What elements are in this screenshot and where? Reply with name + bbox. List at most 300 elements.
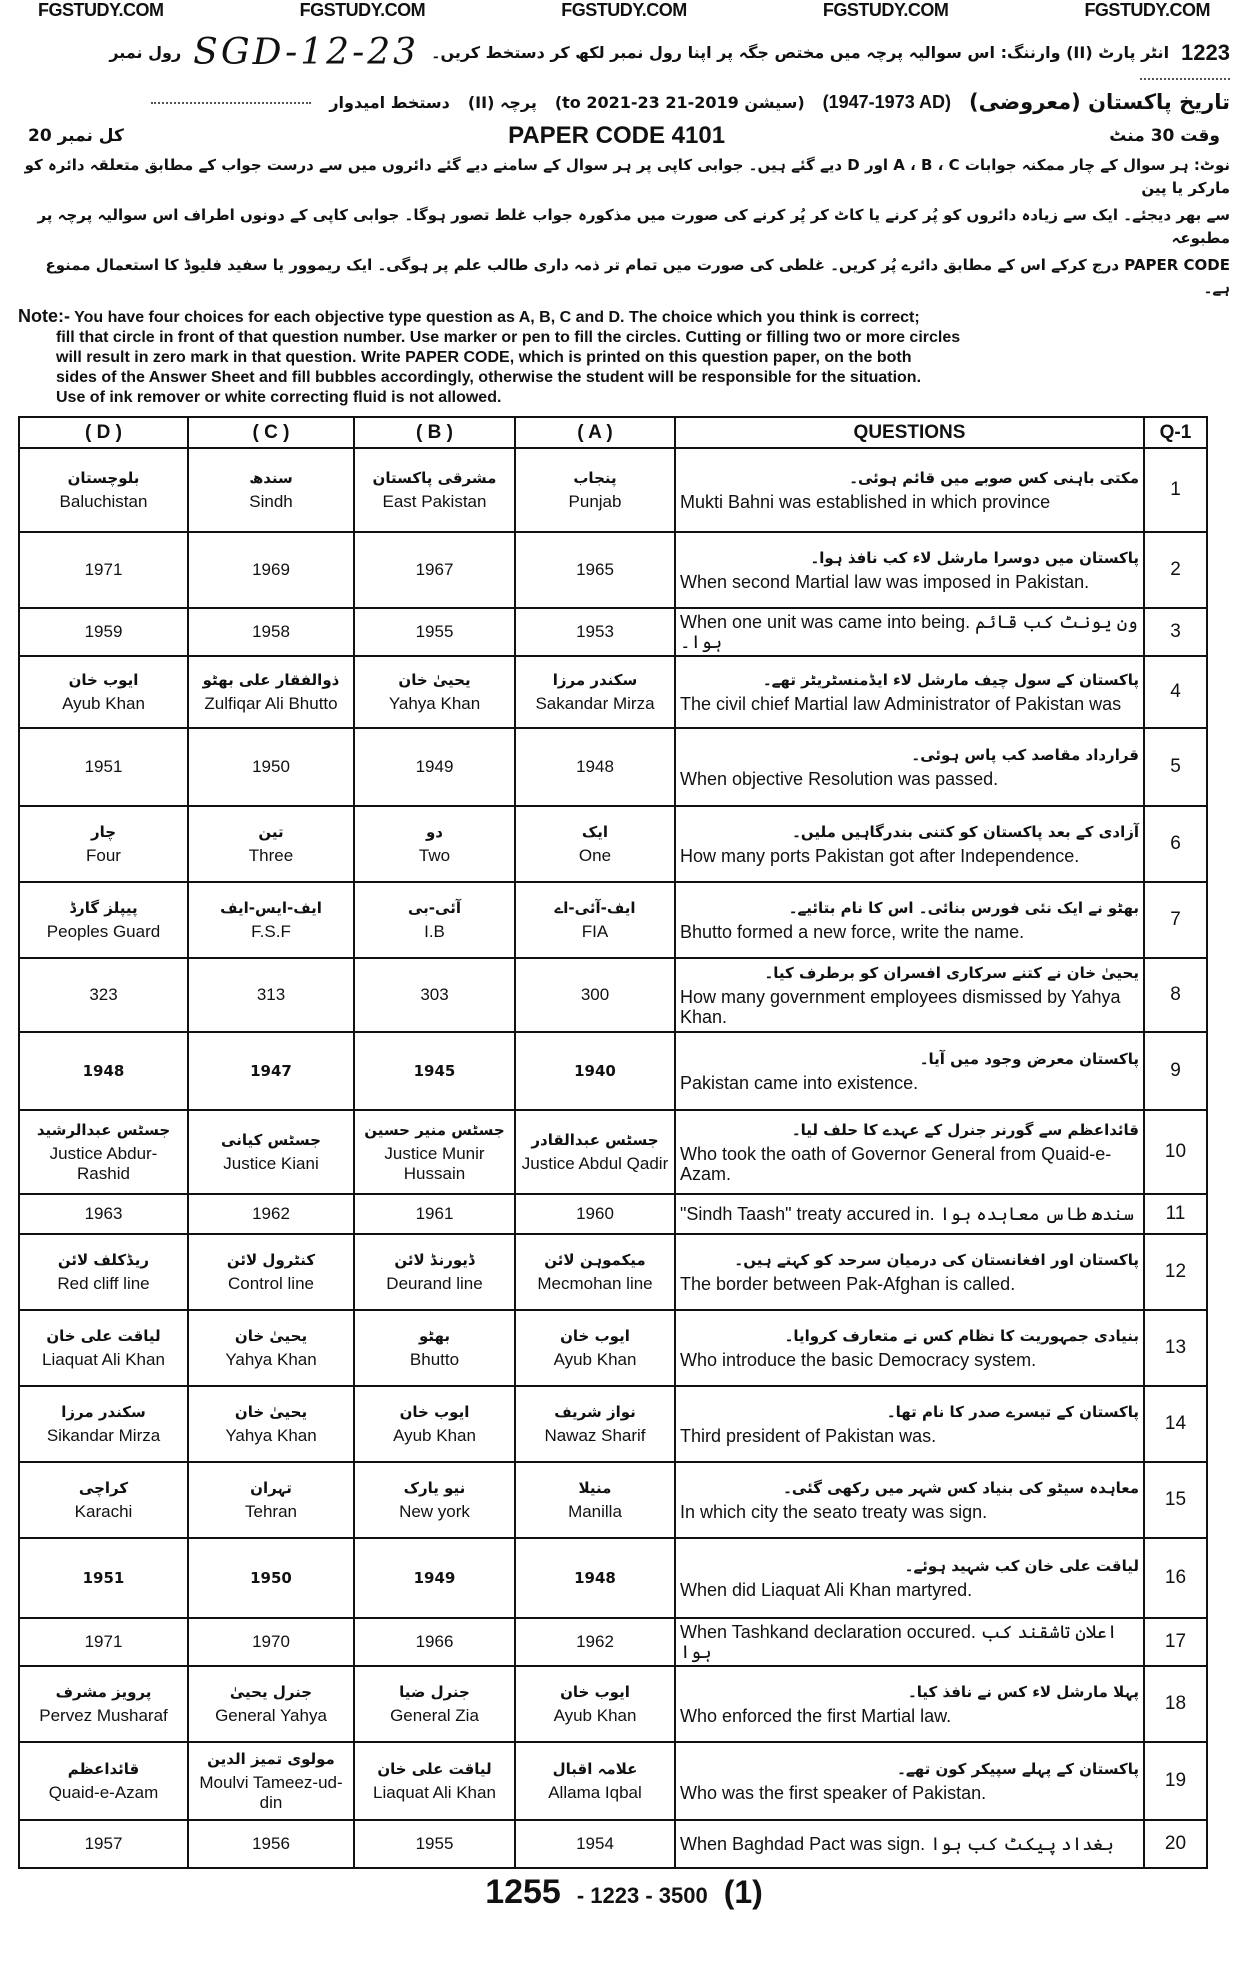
option-a (515, 1538, 675, 1618)
question-text (675, 1386, 1144, 1462)
question-number: 20 (1144, 1820, 1207, 1868)
urdu-text: جنرل یحییٰ (229, 1683, 313, 1701)
note-line: fill that circle in front of that question number. Use marker or pen to fill the circles. Cutting or filling two or more circles (56, 329, 961, 346)
option-d (19, 1538, 188, 1618)
watermark: FGSTUDY.COM (38, 0, 164, 20)
urdu-text: یحییٰ خان (234, 1327, 308, 1345)
option-a (515, 728, 675, 806)
english-text: Ayub Khan (393, 1426, 476, 1445)
warning-text: انٹر پارٹ (II) وارننگ: اس سوالیہ پرچہ میں مختص جگہ پر اپنا رول نمبر لکھ کر دستخط کریں۔ (431, 43, 1170, 62)
option-b-content (355, 1565, 514, 1591)
option-b (354, 958, 515, 1032)
option-a (515, 448, 675, 532)
english-text: Liaquat Ali Khan (373, 1783, 496, 1802)
option-d (19, 532, 188, 608)
option-a (515, 1462, 675, 1538)
option-b-content (355, 619, 514, 645)
question-text (675, 1462, 1144, 1538)
english-text: Manilla (568, 1502, 622, 1521)
english-text: In which city the seato treaty was sign. (680, 1502, 988, 1522)
question-text-content (676, 609, 1143, 655)
urdu-text: تہران (250, 1479, 292, 1497)
mcq-table (18, 416, 1208, 1869)
option-d-content (20, 1117, 187, 1187)
urdu-text: بھٹو (418, 1327, 451, 1345)
option-c-content (189, 1679, 353, 1729)
english-text: Yahya Khan (388, 694, 481, 713)
question-number: 19 (1144, 1742, 1207, 1820)
question-text (675, 806, 1144, 882)
option-a (515, 608, 675, 656)
footer-codes: - 1223 - 3500 (576, 1883, 708, 1908)
option-c (188, 1110, 354, 1194)
urdu-text: لیاقت علی خان کب شہید ہوئے۔ (904, 1557, 1139, 1575)
header-line-3 (18, 122, 1230, 150)
english-text: 1960 (576, 1204, 614, 1223)
urdu-text: 1945 (413, 1062, 456, 1080)
question-number: 5 (1144, 728, 1207, 806)
english-text: Three (248, 846, 294, 865)
english-text: 1967 (415, 560, 454, 579)
option-b (354, 806, 515, 882)
option-d (19, 1110, 188, 1194)
urdu-text: ذوالفقار علی بھٹو (202, 671, 340, 689)
urdu-text: جسٹس عبدالرشید (36, 1121, 171, 1139)
option-a (515, 1194, 675, 1234)
english-text: How many ports Pakistan got after Independence. (680, 846, 1080, 866)
option-d-content (20, 557, 187, 583)
option-d (19, 656, 188, 728)
option-b-content (355, 667, 514, 717)
subject-title: تاریخ پاکستان (معروضی) (969, 90, 1230, 114)
english-text: Pervez Musharaf (39, 1706, 168, 1725)
table-row (19, 1666, 1207, 1742)
column-header-a: ( A ) (515, 417, 675, 448)
question-text (675, 1234, 1144, 1310)
option-b (354, 882, 515, 958)
english-text: Justice Kiani (223, 1154, 319, 1173)
english-text: Bhutto formed a new force, write the name. (680, 922, 1025, 942)
question-text-content (676, 819, 1143, 869)
english-text: Ayub Khan (553, 1350, 637, 1369)
english-text: The border between Pak-Afghan is called. (680, 1274, 1016, 1294)
footer-serial: 1255 (485, 1873, 561, 1911)
option-a (515, 532, 675, 608)
table-row (19, 656, 1207, 728)
english-text: 300 (580, 985, 610, 1004)
urdu-text: پاکستان کے تیسرے صدر کا نام تھا۔ (886, 1403, 1139, 1421)
option-c (188, 1820, 354, 1868)
option-c-content (189, 1058, 353, 1084)
urdu-text: دو (425, 823, 444, 841)
option-b (354, 728, 515, 806)
option-b-content (355, 1399, 514, 1449)
urdu-text: معاہدہ سیٹو کی بنیاد کس شہر میں رکھی گئی۔ (783, 1479, 1139, 1497)
option-a (515, 1666, 675, 1742)
english-text: Yahya Khan (225, 1350, 317, 1369)
english-text: 1959 (84, 622, 123, 641)
question-text (675, 1310, 1144, 1386)
option-b (354, 1820, 515, 1868)
option-d (19, 806, 188, 882)
english-text: 1962 (576, 1632, 614, 1651)
english-text: Who enforced the first Martial law. (680, 1706, 952, 1726)
urdu-text: ایوب خان (68, 671, 139, 689)
question-number: 8 (1144, 958, 1207, 1032)
note-line: Use of ink remover or white correcting fluid is not allowed. (56, 389, 502, 406)
urdu-text: 1948 (574, 1569, 616, 1587)
option-a (515, 656, 675, 728)
urdu-text: ایوب خان (560, 1683, 630, 1701)
option-b (354, 1032, 515, 1110)
english-text: Baluchistan (59, 492, 148, 511)
option-a (515, 1310, 675, 1386)
option-c (188, 728, 354, 806)
question-text-content (676, 1201, 1143, 1227)
urdu-text: 1949 (413, 1569, 456, 1587)
english-text: General Zia (390, 1706, 479, 1725)
english-text: Liaquat Ali Khan (42, 1350, 165, 1369)
urdu-text: پہلا مارشل لاء کس نے نافذ کیا۔ (907, 1683, 1139, 1701)
option-a-content (516, 754, 674, 780)
english-text: The civil chief Martial law Administrator of Pakistan was (680, 694, 1122, 714)
option-c (188, 1234, 354, 1310)
english-text: Four (86, 846, 121, 865)
watermark: FGSTUDY.COM (561, 0, 687, 20)
english-text: 1949 (415, 757, 454, 776)
subject-years: (1947-1973 AD) (822, 91, 952, 112)
option-c-content (189, 1831, 353, 1857)
english-text: Yahya Khan (225, 1426, 317, 1445)
urdu-text: 1948 (82, 1062, 125, 1080)
english-text: FIA (581, 922, 609, 941)
english-text: Who took the oath of Governor General from Quaid-e-Azam. (680, 1144, 1112, 1184)
english-text: Ayub Khan (553, 1706, 637, 1725)
option-d-content (20, 1679, 187, 1729)
urdu-text: لیاقت علی خان (377, 1760, 492, 1778)
option-d (19, 1666, 188, 1742)
urdu-text: پرویز مشرف (55, 1683, 152, 1701)
option-d-content (20, 895, 187, 945)
note-line: will result in zero mark in that question. Write PAPER CODE, which is printed on this question paper, on the both (56, 349, 912, 366)
urdu-text: میکموہن لائن (544, 1251, 646, 1269)
option-c (188, 882, 354, 958)
urdu-note-line: PAPER CODE درج کرکے اس کے مطابق دائرے پُر کریں۔ غلطی کی صورت میں تمام تر ذمہ داری طالب علم پر ہوگی۔ ایک ریموور یا سفید فلیوڈ کا استعمال ممنوع ہے۔ (45, 256, 1230, 297)
option-a-content (516, 667, 674, 717)
english-text: Karachi (74, 1502, 133, 1521)
option-b-content (355, 819, 514, 869)
question-text-content (676, 1046, 1143, 1096)
urdu-text: جسٹس کیانی (221, 1131, 321, 1149)
option-c (188, 1386, 354, 1462)
option-c-content (189, 1399, 353, 1449)
urdu-text: بھٹو نے ایک نئی فورس بنائی۔ اس کا نام بتائیے۔ (788, 899, 1139, 917)
urdu-text: قائداعظم سے گورنر جنرل کے عہدے کا حلف لیا۔ (791, 1121, 1139, 1139)
option-d (19, 958, 188, 1032)
option-d-content (20, 1323, 187, 1373)
column-header-c: ( C ) (188, 417, 354, 448)
question-text-content (676, 1247, 1143, 1297)
option-b (354, 1110, 515, 1194)
option-b-content (355, 754, 514, 780)
english-text: Tehran (245, 1502, 297, 1521)
english-text: One (578, 846, 612, 865)
english-text: Control line (228, 1274, 314, 1293)
urdu-text: 1950 (250, 1569, 292, 1587)
option-b-content (355, 1201, 514, 1227)
table-row (19, 1538, 1207, 1618)
urdu-text: قرارداد مقاصد کب پاس ہوئی۔ (911, 746, 1139, 764)
english-text: Mukti Bahni was established in which province (680, 492, 1051, 512)
option-a (515, 806, 675, 882)
question-text-content (676, 1475, 1143, 1525)
urdu-text: پاکستان کے پہلے سپیکر کون تھے۔ (897, 1760, 1139, 1778)
urdu-text: سکندر مرزا (61, 1403, 146, 1421)
option-d-content (20, 1565, 187, 1591)
option-b (354, 1386, 515, 1462)
question-text-content (676, 742, 1143, 792)
english-text: 1950 (252, 757, 290, 776)
question-number: 6 (1144, 806, 1207, 882)
option-d (19, 1462, 188, 1538)
watermark: FGSTUDY.COM (822, 0, 949, 20)
urdu-text: یحییٰ خان نے کتنے سرکاری افسران کو برطرف کیا۔ (764, 964, 1139, 982)
english-text: 1961 (415, 1204, 454, 1223)
english-text: 1962 (252, 1204, 290, 1223)
table-row (19, 608, 1207, 656)
option-d-content (20, 1399, 187, 1449)
table-row (19, 1820, 1207, 1868)
roll-number-handwritten: SGD-12-23 (193, 32, 420, 73)
english-text: Deurand line (386, 1274, 483, 1293)
option-b (354, 1538, 515, 1618)
footer (18, 1873, 1230, 1923)
urdu-text: تین (258, 823, 284, 841)
english-text: 1956 (252, 1834, 290, 1853)
option-b-content (355, 1058, 514, 1084)
option-b-content (355, 1475, 514, 1525)
urdu-text: بلوچستان (67, 469, 140, 487)
option-d (19, 448, 188, 532)
question-text (675, 1666, 1144, 1742)
english-text: 323 (89, 985, 118, 1004)
english-text: 1963 (84, 1204, 123, 1223)
question-text (675, 656, 1144, 728)
question-text-content (676, 1117, 1143, 1187)
option-a-content (516, 1756, 674, 1806)
urdu-text: یحییٰ خان (234, 1403, 308, 1421)
paper-code: PAPER CODE 4101 (508, 122, 726, 149)
option-c (188, 1462, 354, 1538)
table-row (19, 1618, 1207, 1666)
urdu-text: سکندر مرزا (552, 671, 638, 689)
question-text-content (676, 465, 1143, 515)
table-row (19, 1386, 1207, 1462)
question-number: 12 (1144, 1234, 1207, 1310)
question-text-content (676, 667, 1143, 717)
option-d-content (20, 667, 187, 717)
option-a-content (516, 1058, 674, 1084)
english-text: Nawaz Sharif (544, 1426, 646, 1445)
english-text: 1971 (84, 1632, 123, 1651)
urdu-text: جنرل ضیا (399, 1683, 470, 1701)
option-a-content (516, 1201, 674, 1227)
english-text: Justice Munir Hussain (384, 1144, 485, 1183)
urdu-text: مکتی باہنی کس صوبے میں قائم ہوئی۔ (849, 469, 1139, 487)
option-b-content (355, 1247, 514, 1297)
option-b (354, 1742, 515, 1820)
option-d-content (20, 982, 187, 1008)
option-d (19, 1194, 188, 1234)
question-text (675, 1742, 1144, 1820)
question-number: 13 (1144, 1310, 1207, 1386)
option-d-content (20, 819, 187, 869)
english-text: "Sindh Taash" treaty accured in. سندھ طاس معاہدہ ہوا (680, 1204, 1134, 1224)
roll-number-label: رول نمبر (109, 43, 182, 62)
table-row (19, 1234, 1207, 1310)
option-b-content (355, 465, 514, 515)
urdu-text: مشرقی پاکستان (372, 469, 497, 487)
urdu-text: کنٹرول لائن (226, 1251, 316, 1269)
question-text-content (676, 1399, 1143, 1449)
column-header-qno: Q-1 (1144, 417, 1207, 448)
english-note (18, 306, 1230, 408)
question-number: 15 (1144, 1462, 1207, 1538)
urdu-text: 1947 (250, 1062, 292, 1080)
header-line-1 (18, 32, 1230, 80)
question-number: 11 (1144, 1194, 1207, 1234)
option-b-content (355, 1756, 514, 1806)
urdu-text: آئی-بی (408, 899, 461, 917)
english-text: Punjab (568, 492, 622, 511)
question-number: 18 (1144, 1666, 1207, 1742)
urdu-text: سندھ (249, 469, 293, 487)
option-b (354, 1194, 515, 1234)
question-text-content (676, 545, 1143, 595)
option-d-content (20, 1475, 187, 1525)
english-text: Bhutto (409, 1350, 460, 1369)
option-d (19, 882, 188, 958)
total-marks: کل نمبر 20 (28, 126, 124, 146)
question-number: 10 (1144, 1110, 1207, 1194)
question-text (675, 1618, 1144, 1666)
question-text (675, 532, 1144, 608)
option-c-content (189, 1323, 353, 1373)
question-text (675, 1538, 1144, 1618)
english-text: When did Liaquat Ali Khan martyred. (680, 1580, 973, 1600)
option-d (19, 728, 188, 806)
urdu-note-line: سے بھر دیجئے۔ ایک سے زیادہ دائروں کو پُر کرنے یا کاٹ کر پُر کرنے کی صورت میں مذکورہ جواب غلط تصور ہوگا۔ جوابی کاپی کے دونوں اطراف اس سوالیہ پرچہ پر مطبوعہ (37, 206, 1230, 247)
table-row (19, 806, 1207, 882)
english-text: Zulfiqar Ali Bhutto (204, 694, 338, 713)
question-text (675, 1194, 1144, 1234)
question-text-content (676, 895, 1143, 945)
note-label: Note:- (18, 306, 70, 326)
urdu-text: کراچی (78, 1479, 129, 1497)
english-text: New york (399, 1502, 470, 1521)
urdu-text: ایف-آئی-اے (554, 899, 636, 917)
table-row (19, 728, 1207, 806)
option-c-content (189, 1565, 353, 1591)
option-d (19, 1310, 188, 1386)
english-text: Justice Abdur-Rashid (49, 1144, 158, 1183)
time-allowed: وقت 30 منٹ (1109, 126, 1220, 146)
table-row (19, 1110, 1207, 1194)
option-a (515, 1742, 675, 1820)
option-c-content (189, 1201, 353, 1227)
question-text (675, 608, 1144, 656)
option-c-content (189, 1127, 353, 1177)
header-line-2 (18, 90, 1230, 114)
option-c (188, 532, 354, 608)
option-b (354, 608, 515, 656)
english-text: How many government employees dismissed by Yahya Khan. (680, 987, 1121, 1027)
english-text: Peoples Guard (46, 922, 161, 941)
urdu-text: نواز شریف (554, 1403, 636, 1421)
english-text: When Baghdad Pact was sign. بغداد پیکٹ کب ہوا (680, 1834, 1114, 1854)
option-c (188, 1194, 354, 1234)
option-c-content (189, 465, 353, 515)
urdu-text: لیاقت علی خان (46, 1327, 161, 1345)
option-a-content (516, 1679, 674, 1729)
option-a-content (516, 557, 674, 583)
option-b-content (355, 1323, 514, 1373)
option-b-content (355, 1831, 514, 1857)
question-number: 2 (1144, 532, 1207, 608)
urdu-text: بنیادی جمہوریت کا نظام کس نے متعارف کروایا۔ (784, 1327, 1139, 1345)
english-text: Who introduce the basic Democracy system. (680, 1350, 1037, 1370)
option-d (19, 1234, 188, 1310)
option-c (188, 656, 354, 728)
option-d-content (20, 1201, 187, 1227)
english-text: Sakandar Mirza (535, 694, 655, 713)
option-c-content (189, 619, 353, 645)
paper-code-number: 1223 (1181, 39, 1230, 65)
option-a-content (516, 1247, 674, 1297)
option-a-content (516, 982, 674, 1008)
table-row (19, 1462, 1207, 1538)
urdu-text: پاکستان کے سول چیف مارشل لاء ایڈمنسٹریٹر تھے۔ (762, 671, 1139, 689)
question-text-content (676, 1679, 1143, 1729)
question-text-content (676, 1831, 1143, 1857)
urdu-text: 1951 (82, 1569, 125, 1587)
option-a (515, 1386, 675, 1462)
english-text: Pakistan came into existence. (680, 1073, 919, 1093)
urdu-text: پیپلز گارڈ (69, 899, 138, 917)
option-a (515, 1234, 675, 1310)
english-text: 1958 (252, 622, 290, 641)
watermark: FGSTUDY.COM (1084, 0, 1210, 20)
option-d (19, 1618, 188, 1666)
urdu-text: ایف-ایس-ایف (220, 899, 322, 917)
option-c-content (189, 1475, 353, 1525)
urdu-text: پاکستان اور افغانستان کی درمیان سرحد کو کہتے ہیں۔ (734, 1251, 1139, 1269)
option-d-content (20, 1831, 187, 1857)
urdu-text: قائداعظم (67, 1760, 140, 1778)
option-c (188, 1032, 354, 1110)
urdu-text: جسٹس عبدالقادر (531, 1131, 659, 1149)
question-text (675, 728, 1144, 806)
english-text: Allama Iqbal (548, 1783, 642, 1802)
option-b (354, 448, 515, 532)
option-b-content (355, 895, 514, 945)
option-d-content (20, 1058, 187, 1084)
option-c (188, 1666, 354, 1742)
table-row (19, 1032, 1207, 1110)
urdu-text: ریڈکلف لائن (57, 1251, 150, 1269)
urdu-text: ایوب خان (560, 1327, 630, 1345)
urdu-text: یحییٰ خان (398, 671, 471, 689)
